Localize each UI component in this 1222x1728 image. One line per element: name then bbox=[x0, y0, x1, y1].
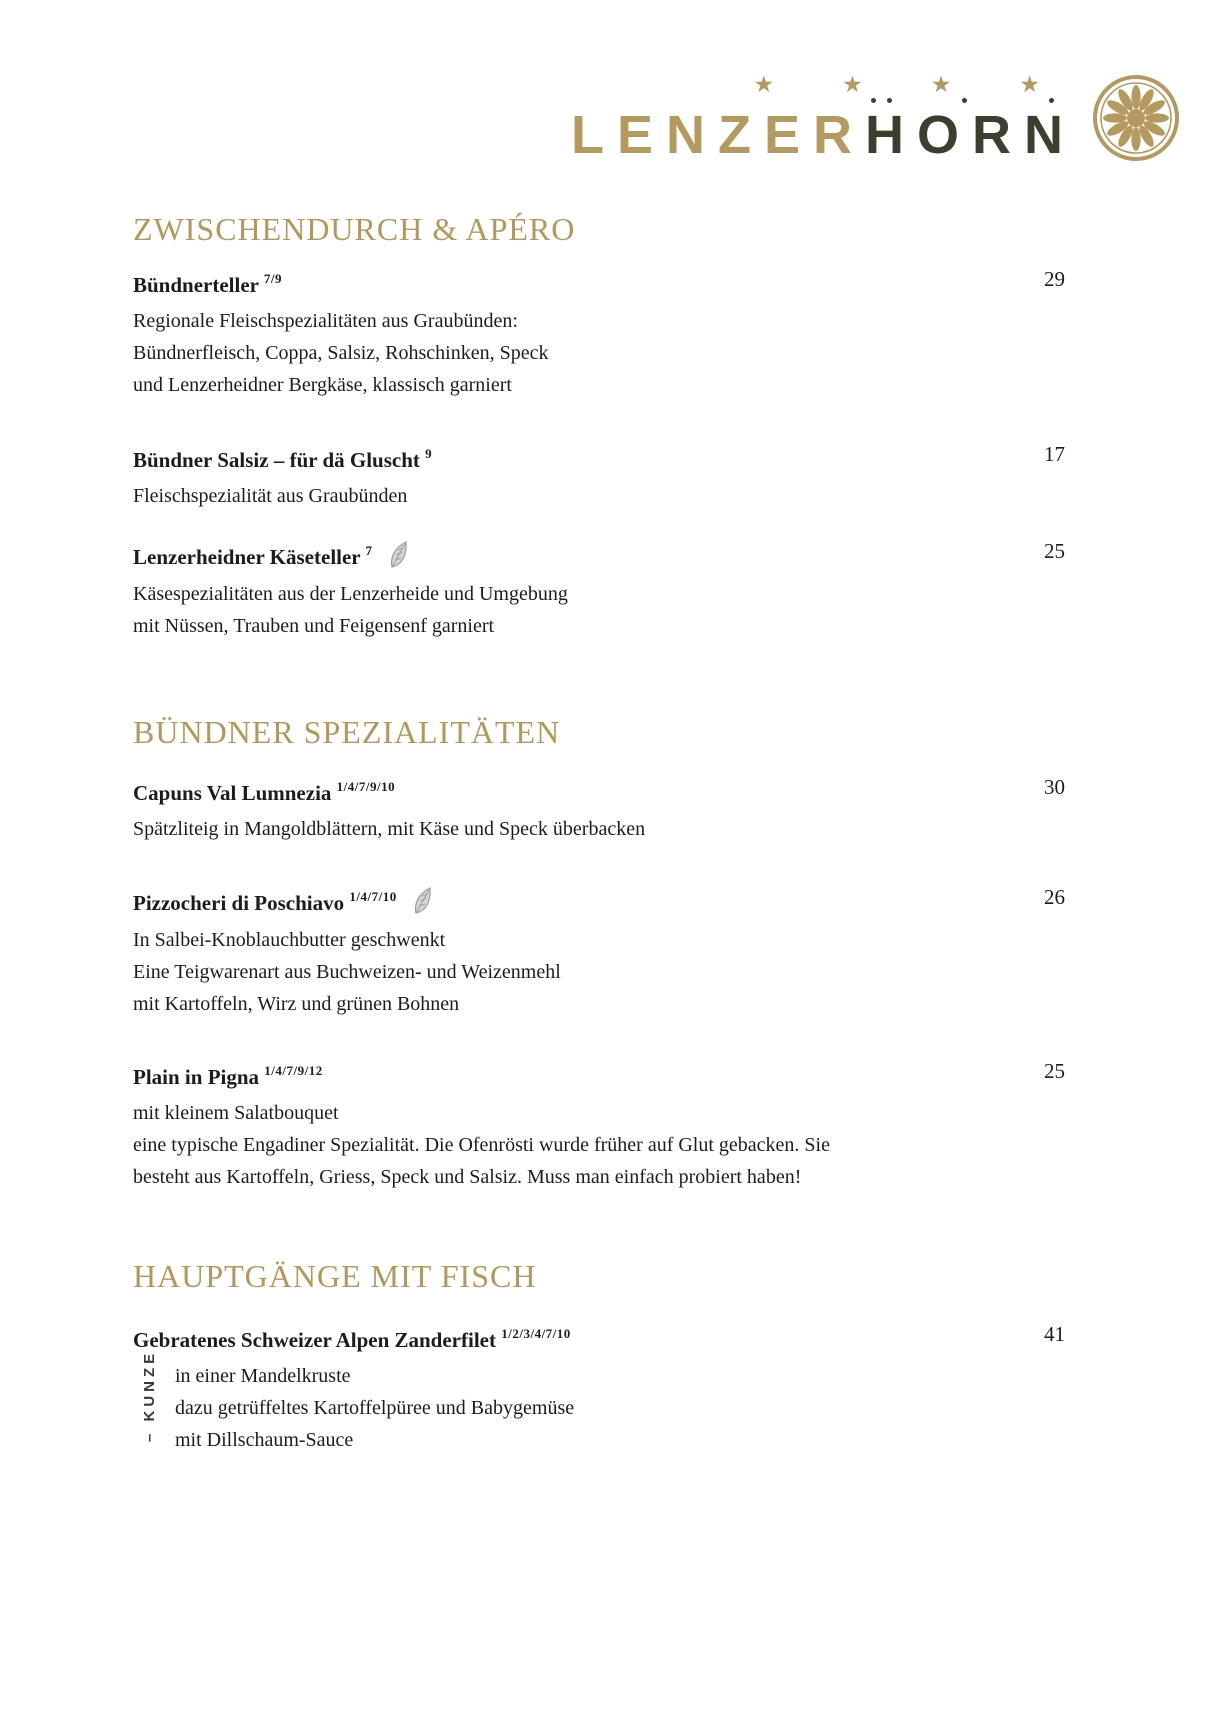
item-price: 26 bbox=[1044, 885, 1065, 909]
menu-content bbox=[133, 0, 1065, 1456]
allergen-codes: 7 bbox=[365, 543, 373, 558]
side-mark-kunze: – KUNZE bbox=[141, 1349, 158, 1442]
description-line: mit Nüssen, Trauben und Feigensenf garniert bbox=[133, 615, 495, 637]
item-price: 41 bbox=[1044, 1322, 1065, 1346]
description-line: Bündnerfleisch, Coppa, Salsiz, Rohschinken, Speck bbox=[133, 342, 549, 364]
item-price: 25 bbox=[1044, 539, 1065, 563]
description-line: in einer Mandelkruste bbox=[175, 1365, 351, 1387]
menu-item-capuns bbox=[133, 775, 1065, 845]
description-line: mit kleinem Salatbouquet bbox=[133, 1102, 339, 1124]
menu-item-pizzocheri bbox=[133, 885, 1065, 1020]
menu-item-plain-in-pigna bbox=[133, 1059, 1065, 1193]
description-line: dazu getrüffeltes Kartoffelpüree und Babygemüse bbox=[175, 1397, 575, 1419]
description-line: Fleischspezialität aus Graubünden bbox=[133, 485, 408, 507]
description-line: mit Kartoffeln, Wirz und grünen Bohnen bbox=[133, 993, 460, 1015]
section-title-buendner-spezialitaeten: BÜNDNER SPEZIALITÄTEN bbox=[133, 714, 561, 750]
item-description bbox=[133, 1097, 1065, 1193]
item-name: Bündnerteller $^{7/9}$ bbox=[133, 271, 282, 297]
item-description bbox=[133, 578, 1065, 642]
allergen-codes: 7/9 bbox=[263, 271, 282, 286]
logo-text-secondary: HORN bbox=[865, 105, 1076, 165]
item-name: Pizzocheri di Poschiavo $^{1/4/7/10}$ bbox=[133, 885, 1065, 916]
item-price: 17 bbox=[1044, 442, 1065, 466]
allergen-codes: 1/4/7/10 bbox=[349, 889, 397, 904]
item-description bbox=[133, 813, 1065, 845]
description-line: mit Dillschaum-Sauce bbox=[175, 1429, 354, 1451]
description-line: Eine Teigwarenart aus Buchweizen- und Weizenmehl bbox=[133, 961, 561, 983]
allergen-codes: 1/4/7/9/10 bbox=[336, 779, 396, 794]
allergen-codes: 9 bbox=[425, 446, 433, 461]
item-name: Lenzerheidner Käseteller $^7$ bbox=[133, 539, 1065, 570]
item-description bbox=[133, 1360, 1065, 1456]
description-line: und Lenzerheidner Bergkäse, klassisch garniert bbox=[133, 374, 512, 396]
item-name: Capuns Val Lumnezia $^{1/4/7/9/10}$ bbox=[133, 779, 396, 805]
menu-item-zanderfilet bbox=[133, 1322, 1065, 1456]
item-description bbox=[133, 924, 1065, 1020]
vegetarian-leaf-icon bbox=[387, 540, 411, 570]
description-line: In Salbei-Knoblauchbutter geschwenkt bbox=[133, 929, 446, 951]
description-line: Spätzliteig in Mangoldblättern, mit Käse und Speck überbacken bbox=[133, 818, 646, 840]
item-price: 25 bbox=[1044, 1059, 1065, 1083]
item-price: 30 bbox=[1044, 775, 1065, 799]
description-line: Regionale Fleischspezialitäten aus Graubünden: bbox=[133, 310, 518, 332]
allergen-codes: 1/4/7/9/12 bbox=[264, 1063, 323, 1078]
description-line: besteht aus Kartoffeln, Griess, Speck und Salsiz. Muss man einfach probiert haben! bbox=[133, 1166, 802, 1188]
logo-stars: ★ ★ ★ ★ bbox=[753, 72, 1070, 98]
description-line: Käsespezialitäten aus der Lenzerheide und Umgebung bbox=[133, 583, 568, 605]
item-name: Plain in Pigna $^{1/4/7/9/12}$ bbox=[133, 1063, 323, 1089]
item-name: Bündner Salsiz – für dä Gluscht $^9$ bbox=[133, 446, 433, 472]
item-description bbox=[133, 305, 1065, 401]
logo-text-primary: LENZER bbox=[571, 105, 865, 165]
menu-item-buendnerteller bbox=[133, 267, 1065, 401]
item-price: 29 bbox=[1044, 267, 1065, 291]
menu-item-kaeseteller bbox=[133, 539, 1065, 642]
section-title-zwischendurch: ZWISCHENDURCH & APÉRO bbox=[133, 211, 576, 247]
allergen-codes: 1/2/3/4/7/10 bbox=[501, 1326, 571, 1341]
item-description bbox=[133, 480, 1065, 512]
item-name: Gebratenes Schweizer Alpen Zanderfilet $^{1/2/3/4/7/10}$ bbox=[133, 1326, 571, 1352]
sun-wheel-emblem-icon bbox=[1092, 74, 1180, 162]
description-line: eine typische Engadiner Spezialität. Die Ofenrösti wurde früher auf Glut gebacken. Sie bbox=[133, 1134, 830, 1156]
section-title-hauptgaenge-fisch: HAUPTGÄNGE MIT FISCH bbox=[133, 1258, 537, 1294]
menu-item-buendner-salsiz bbox=[133, 442, 1065, 512]
vegetarian-leaf-icon bbox=[411, 886, 435, 916]
